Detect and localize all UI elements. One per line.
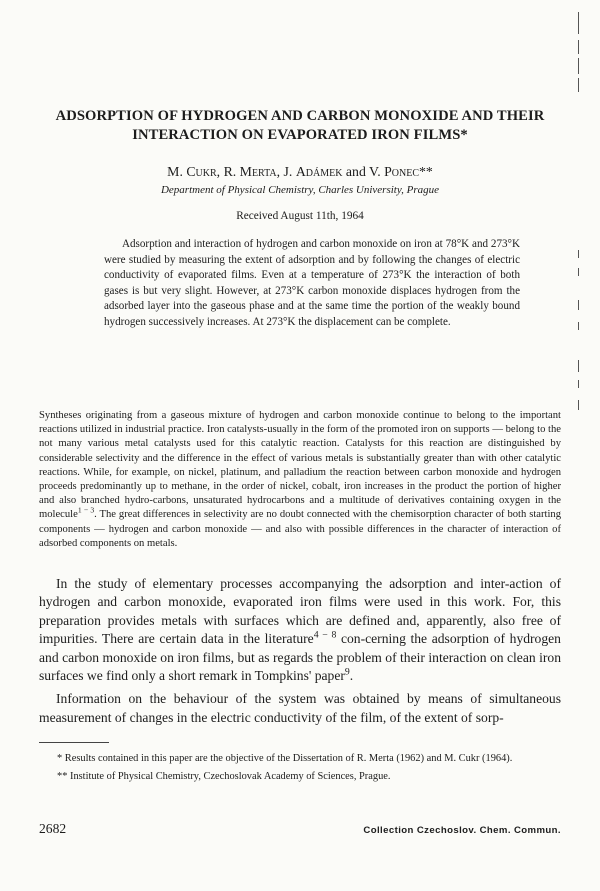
abstract-paragraph: Adsorption and interaction of hydrogen and carbon monoxide on iron at 78°K and 273°K were studied by measuring the extent of adsorption and by following the changes of electric conductivity of evaporated films. Even at a temperature of 273°K the interaction of both gases is but very slight. However, at 273°K carbon monoxide displaces hydrogen from the adsorbed layer into the gaseous phase and at the same time the portion of the weakly bound hydrogen successively increases. At 273°K the displacement can be complete. <box>104 238 520 328</box>
edge-mark <box>578 78 579 92</box>
edge-mark <box>578 380 579 388</box>
footnote-2: ** Institute of Physical Chemistry, Czechoslovak Academy of Sciences, Prague. <box>57 770 391 782</box>
edge-mark <box>578 268 579 276</box>
title-line-2: INTERACTION ON EVAPORATED IRON FILMS* <box>132 127 468 143</box>
author-4-name: Ponec <box>384 164 420 179</box>
title-line-1: ADSORPTION OF HYDROGEN AND CARBON MONOXIDE AND THEIR <box>55 108 545 124</box>
received-date: Received August 11th, 1964 <box>236 210 364 222</box>
intro-text: . The great differences in selectivity are no doubt connected with the chemisorption character of both starting components — hydrogen and carbon monoxide — and also with possible differences in the character of interaction of adsorbed components on metals. <box>39 509 561 549</box>
reference-superscript: 4 − 8 <box>313 629 337 641</box>
edge-mark <box>578 12 579 34</box>
author-separator: , J. <box>276 164 296 179</box>
author-3-name: Adámek <box>295 164 343 179</box>
author-1-name: Cukr <box>186 164 217 179</box>
reference-superscript: 9 <box>344 666 350 678</box>
author-separator: , R. <box>216 164 240 179</box>
introduction-section <box>39 409 561 551</box>
department-affiliation: Department of Physical Chemistry, Charles University, Prague <box>160 184 440 196</box>
body-paragraph-2: Information on the behaviour of the system was obtained by means of simultaneous measurement of changes in the electric conductivity of the film, of the extent of sorp- <box>39 691 561 725</box>
author-conjunction: and V. <box>342 164 385 179</box>
intro-text: Syntheses originating from a gaseous mixture of hydrogen and carbon monoxide continue to belong to the important reactions utilized in industrial practice. Iron catalysts-usually in the form of the promoted iron on supports — belong to the not many various metal catalysts used for this catalytic reaction. Catalysts for this reaction are distinguished by considerable selectivity and the difference in the effect of various metals is substantially greater than with other catalytic reactions. While, for example, on nickel, platinum, and palladium the reaction between carbon monoxide and hydrogen proceeds predominantly up to methane, in the order of nickel, cobalt, iron increases in the product the portion of higher and also branched hydro-carbons, unsaturated hydrocarbons and a multitude of derivatives containing oxygen in the molecule <box>39 410 561 521</box>
body-text: con-cerning the adsorption of hydrogen and carbon monoxide on iron films, but as regards the problem of their interaction on clean iron surfaces we find only a short remark in Tompkins' paper <box>39 631 561 684</box>
author-list <box>40 163 560 181</box>
edge-mark <box>578 40 579 54</box>
edge-mark <box>578 322 579 330</box>
edge-mark <box>578 58 579 74</box>
author-footnote-mark: ** <box>419 164 433 179</box>
intro-paragraph <box>39 409 561 551</box>
author-2-name: Merta <box>239 164 277 179</box>
edge-mark <box>578 300 579 310</box>
body-paragraph-1 <box>39 575 561 685</box>
paper-title <box>30 107 570 145</box>
footnote-1: * Results contained in this paper are the objective of the Dissertation of R. Merta (1962) and M. Cukr (1964). <box>57 753 513 764</box>
page-number: 2682 <box>39 821 67 836</box>
author-1-initial: M. <box>167 164 187 179</box>
page-edge-marks <box>578 0 584 891</box>
body-text: In the study of elementary processes accompanying the adsorption and inter-action of hydrogen and carbon monoxide, evaporated iron films were used in this work. For, this preparation provides metals with surfaces which are defined and, apparently, also free of impurities. There are certain data in the literature <box>39 576 561 647</box>
footnotes <box>39 752 561 787</box>
edge-mark <box>578 400 579 410</box>
footnote-divider <box>39 742 109 743</box>
journal-name: Collection Czechoslov. Chem. Commun. <box>363 825 561 836</box>
reference-superscript: 1 − 3 <box>77 505 95 515</box>
body-text: . <box>349 668 354 684</box>
main-body-text <box>39 575 561 732</box>
edge-mark <box>578 360 579 372</box>
edge-mark <box>578 250 579 258</box>
abstract <box>104 237 520 331</box>
